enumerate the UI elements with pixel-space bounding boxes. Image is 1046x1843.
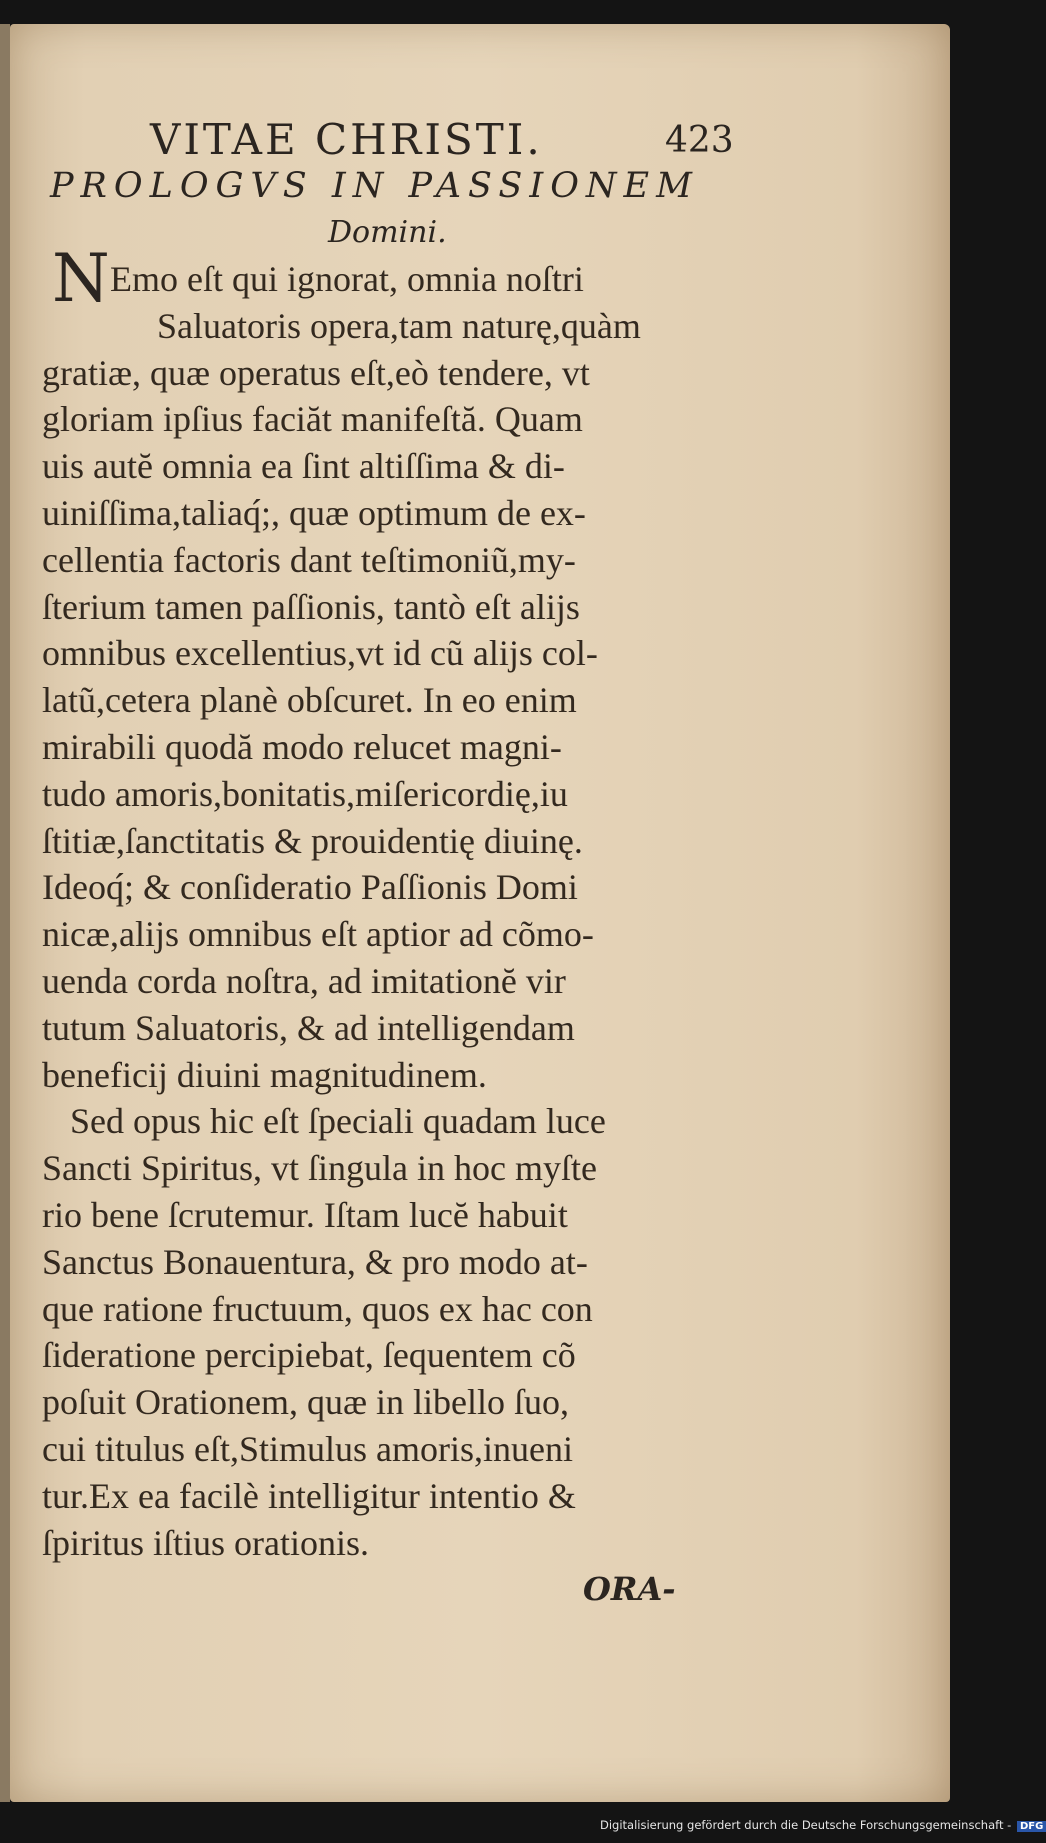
text-line: poſuit Orationem, quæ in libello ſuo, (42, 1382, 569, 1423)
text-line: cui titulus eſt,Stimulus amoris,inueni (42, 1428, 573, 1469)
text-line: gratiæ, quæ operatus eſt,eò tendere, vt (42, 352, 590, 393)
text-line: tur.Ex ea facilè intelligitur intentio & (42, 1475, 576, 1516)
prologue-title: PROLOGVS IN PASSIONEM (50, 166, 699, 206)
text-line: ſtitiæ,ſanctitatis & prouidentię diuinę. (42, 820, 583, 861)
catchword: ORA- (583, 1570, 676, 1608)
text-line: rio bene ſcrutemur. Iſtam lucĕ habuit (42, 1194, 568, 1235)
text-line: uenda corda noſtra, ad imitationĕ vir (42, 960, 566, 1001)
text-line: Sancti Spiritus, vt ſingula in hoc myſte (42, 1148, 597, 1189)
text-line: omnibus excellentius,vt id cũ alijs col- (42, 633, 598, 674)
text-line: tutum Saluatoris, & ad intelligendam (42, 1007, 575, 1048)
text-line: Ideoq́; & conſideratio Paſſionis Domi (42, 867, 578, 908)
text-line: cellentia factoris dant teſtimoniũ,my- (42, 539, 576, 580)
drop-cap: N (52, 240, 110, 317)
text-line: uis autĕ omnia ea ſint altiſſima & di- (42, 446, 565, 487)
text-line: gloriam ipſius faciăt manifeſtă. Quam (42, 399, 583, 440)
text-line: mirabili quodă modo relucet magni- (42, 726, 562, 767)
text-line: beneficij diuini magnitudinem. (42, 1054, 487, 1095)
dfg-logo: DFG (1017, 1821, 1046, 1832)
text-line: latũ,cetera planè obſcuret. In eo enim (42, 680, 577, 721)
credit-text: Digitalisierung gefördert durch die Deutsche Forschungsgemeinschaft - (600, 1818, 1012, 1832)
text-line: Emo eſt qui ignorat, omnia noſtri (110, 259, 584, 299)
prologue-subtitle: Domini. (328, 215, 447, 250)
text-line: tudo amoris,bonitatis,miſericordię,iu (42, 773, 568, 814)
text-line: que ratione fructuum, quos ex hac con (42, 1288, 593, 1329)
text-line: Sed opus hic eſt ſpeciali quadam luce (70, 1101, 606, 1142)
running-title: VITAE CHRISTI. (150, 115, 543, 164)
text-line: uiniſſima,taliaq́;, quæ optimum de ex- (42, 492, 586, 533)
digitization-credit (600, 1818, 1044, 1832)
text-line: Saluatoris opera,tam naturę,quàm (157, 305, 641, 346)
text-line: Sanctus Bonauentura, & pro modo at- (42, 1241, 588, 1282)
page-number: 423 (665, 120, 734, 161)
text-line: ſideratione percipiebat, ſequentem cõ (42, 1335, 576, 1376)
text-line: nicæ,alijs omnibus eſt aptior ad cõmo- (42, 914, 594, 955)
text-line: ſterium tamen paſſionis, tantò eſt alijs (42, 586, 580, 627)
body-text (42, 256, 732, 1566)
book-edge (0, 24, 10, 1802)
text-line: ſpiritus iſtius orationis. (42, 1522, 370, 1563)
